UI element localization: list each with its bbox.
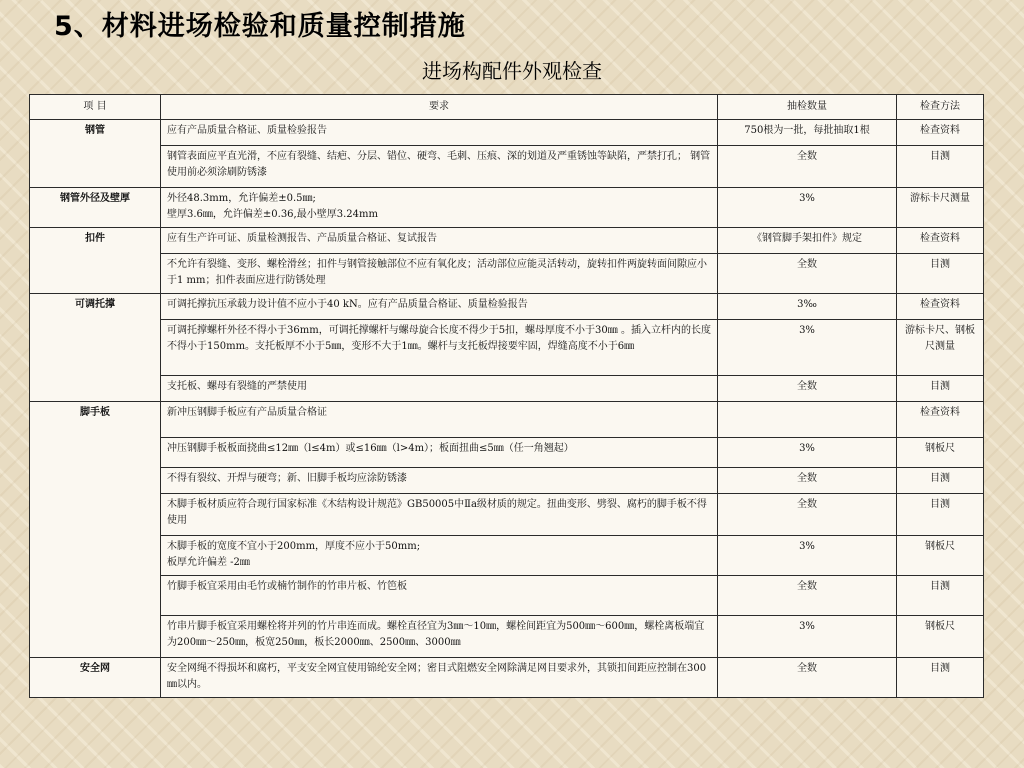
requirement-cell: 不允许有裂缝、变形、螺栓滑丝；扣件与钢管接触部位不应有氧化皮；活动部位应能灵活转动，旋转扣件两旋转面间隙应小于1 mm；扣件表面应进行防锈处理 — [161, 254, 718, 294]
method-cell: 游标卡尺、钢板尺测量 — [897, 320, 984, 376]
item-cell: 安全网 — [30, 658, 161, 698]
item-cell: 可调托撑 — [30, 294, 161, 402]
method-cell: 目测 — [897, 376, 984, 402]
table-row — [30, 320, 984, 376]
requirement-cell: 木脚手板材质应符合现行国家标准《木结构设计规范》GB50005中Ⅱa级材质的规定。扭曲变形、劈裂、腐朽的脚手板不得使用 — [161, 494, 718, 536]
requirement-cell: 可调托撑抗压承载力设计值不应小于40 kN。应有产品质量合格证、质量检验报告 — [161, 294, 718, 320]
header-requirement: 要求 — [161, 95, 718, 120]
quantity-cell: 3% — [718, 320, 897, 376]
method-cell: 钢板尺 — [897, 438, 984, 468]
table-row — [30, 188, 984, 228]
method-cell: 检查资料 — [897, 228, 984, 254]
quantity-cell: 全数 — [718, 376, 897, 402]
table-row — [30, 658, 984, 698]
requirement-cell: 竹脚手板宜采用由毛竹或楠竹制作的竹串片板、竹笆板 — [161, 576, 718, 616]
method-cell: 目测 — [897, 576, 984, 616]
quantity-cell: 750根为一批，每批抽取1根 — [718, 120, 897, 146]
method-cell: 目测 — [897, 494, 984, 536]
quantity-cell: 全数 — [718, 494, 897, 536]
requirement-cell: 不得有裂纹、开焊与硬弯；新、旧脚手板均应涂防锈漆 — [161, 468, 718, 494]
requirement-line: 板厚允许偏差 -2㎜ — [167, 557, 250, 568]
requirement-cell — [161, 536, 718, 576]
slide-title: 5、材料进场检验和质量控制措施 — [54, 11, 466, 42]
quantity-cell: 全数 — [718, 146, 897, 188]
table-row — [30, 576, 984, 616]
requirement-cell: 冲压钢脚手板板面挠曲≤12㎜（l≤4m）或≤16㎜（l>4m）；板面扭曲≤5㎜（任一角翘起） — [161, 438, 718, 468]
quantity-cell: 3% — [718, 536, 897, 576]
quantity-cell: 全数 — [718, 468, 897, 494]
quantity-cell: 3% — [718, 438, 897, 468]
quantity-cell: 3‰ — [718, 294, 897, 320]
requirement-cell: 应有生产许可证、质量检测报告、产品质量合格证、复试报告 — [161, 228, 718, 254]
table-row — [30, 438, 984, 468]
table-row — [30, 376, 984, 402]
item-cell: 钢管 — [30, 120, 161, 188]
requirement-cell: 可调托撑螺杆外径不得小于36mm，可调托撑螺杆与螺母旋合长度不得少于5扣，螺母厚度不小于30㎜ 。插入立杆内的长度不得小于150mm。支托板厚不小于5㎜，变形不大于1㎜。螺杆与支托板焊接要牢固，焊缝高度不小于6㎜ — [161, 320, 718, 376]
quantity-cell: 全数 — [718, 576, 897, 616]
requirement-cell: 钢管表面应平直光滑，不应有裂缝、结疤、分层、错位、硬弯、毛刺、压痕、深的划道及严重锈蚀等缺陷，严禁打孔； 钢管使用前必须涂刷防锈漆 — [161, 146, 718, 188]
quantity-cell: 全数 — [718, 254, 897, 294]
table-row — [30, 536, 984, 576]
method-cell: 检查资料 — [897, 294, 984, 320]
item-cell: 钢管外径及壁厚 — [30, 188, 161, 228]
table-row — [30, 254, 984, 294]
table-row — [30, 228, 984, 254]
method-cell: 钢板尺 — [897, 536, 984, 576]
method-cell: 游标卡尺测量 — [897, 188, 984, 228]
quantity-cell: 3% — [718, 188, 897, 228]
requirement-cell — [161, 188, 718, 228]
method-cell: 检查资料 — [897, 402, 984, 438]
requirement-cell: 应有产品质量合格证、质量检验报告 — [161, 120, 718, 146]
header-check-method: 检查方法 — [897, 95, 984, 120]
item-cell: 扣件 — [30, 228, 161, 294]
requirement-cell: 竹串片脚手板宜采用螺栓将并列的竹片串连而成。螺栓直径宜为3㎜～10㎜，螺栓间距宜为500㎜～600㎜，螺栓离板端宜为200㎜～250㎜，板宽250㎜，板长2000㎜、2500㎜、3000㎜ — [161, 616, 718, 658]
header-sample-quantity: 抽检数量 — [718, 95, 897, 120]
header-item: 项 目 — [30, 95, 161, 120]
method-cell: 钢板尺 — [897, 616, 984, 658]
requirement-cell: 新冲压钢脚手板应有产品质量合格证 — [161, 402, 718, 438]
quantity-cell: 《钢管脚手架扣件》规定 — [718, 228, 897, 254]
method-cell: 目测 — [897, 146, 984, 188]
table-row — [30, 294, 984, 320]
table-row — [30, 146, 984, 188]
method-cell: 目测 — [897, 468, 984, 494]
method-cell: 目测 — [897, 254, 984, 294]
table-row — [30, 402, 984, 438]
table-header-row — [30, 95, 984, 120]
quantity-cell — [718, 402, 897, 438]
requirement-line: 壁厚3.6㎜，允许偏差±0.36,最小壁厚3.24mm — [167, 209, 378, 220]
table-row — [30, 468, 984, 494]
table-row — [30, 120, 984, 146]
method-cell: 检查资料 — [897, 120, 984, 146]
table-row — [30, 494, 984, 536]
method-cell: 目测 — [897, 658, 984, 698]
requirement-cell: 安全网绳不得损坏和腐朽，平支安全网宜使用锦纶安全网；密目式阻燃安全网除满足网目要求外，其锁扣间距应控制在300㎜以内。 — [161, 658, 718, 698]
requirement-line: 木脚手板的宽度不宜小于200mm，厚度不应小于50mm; — [167, 541, 421, 552]
requirement-cell: 支托板、螺母有裂缝的严禁使用 — [161, 376, 718, 402]
table-title: 进场构配件外观检查 — [422, 59, 602, 83]
quantity-cell: 3% — [718, 616, 897, 658]
requirement-line: 外径48.3mm，允许偏差±0.5㎜; — [167, 193, 316, 204]
inspection-table — [29, 94, 984, 698]
table-row — [30, 616, 984, 658]
quantity-cell: 全数 — [718, 658, 897, 698]
item-cell: 脚手板 — [30, 402, 161, 658]
